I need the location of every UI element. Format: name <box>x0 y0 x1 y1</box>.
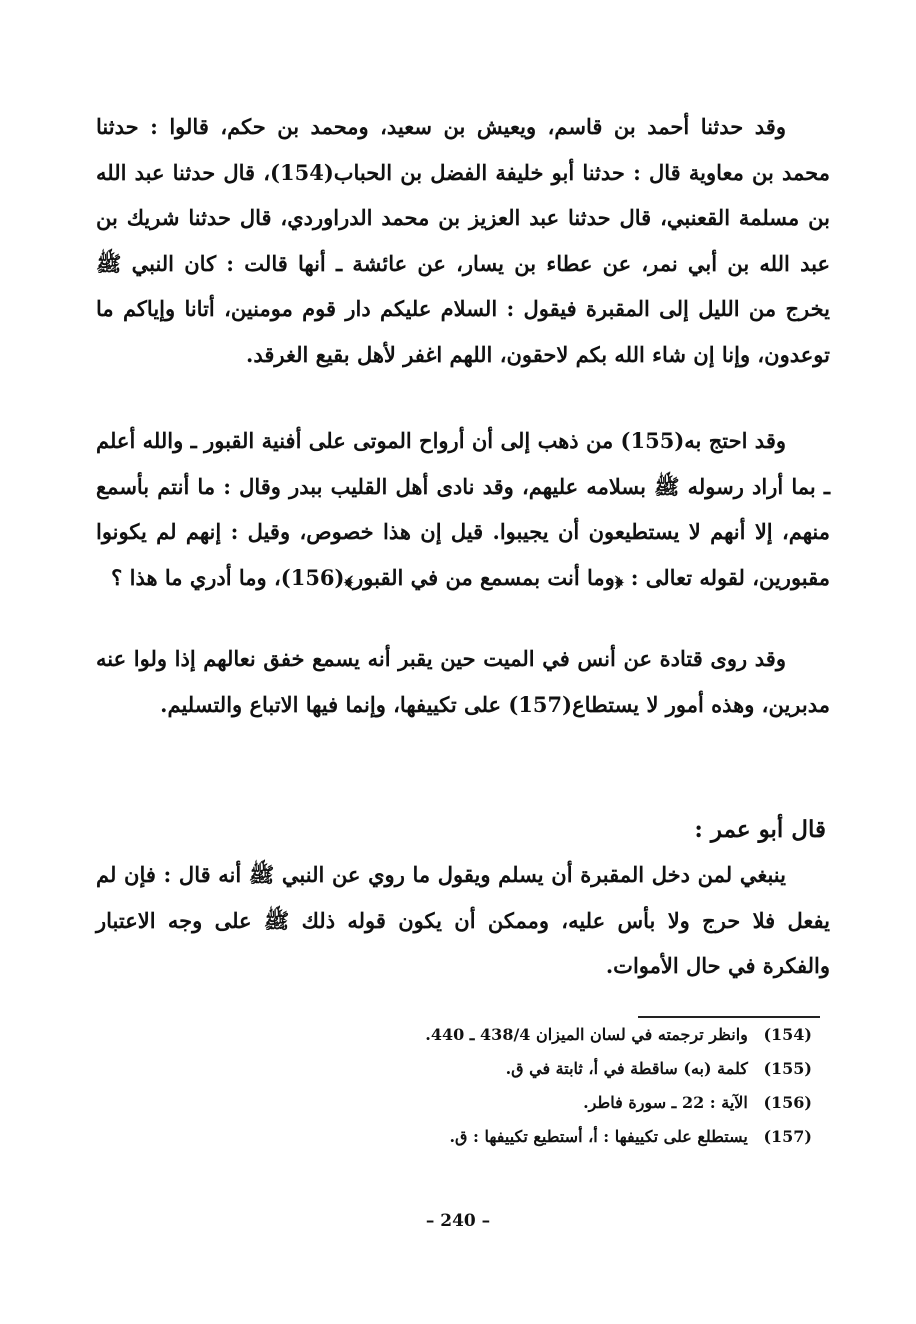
section-heading: قال أبو عمر : <box>694 816 826 843</box>
main-text-block-3 <box>96 636 830 727</box>
footnote-number: (156) <box>763 1093 812 1112</box>
footnote-number: (154) <box>763 1025 812 1044</box>
footnote-text: الآية : 22 ـ سورة فاطر. <box>583 1093 748 1112</box>
paragraph-qatada: وقد روى قتادة عن أنس في الميت حين يقبر أنه يسمع خفق نعالهم إذا ولوا عنه مدبرين، وهذه أمور لا يستطاع(157) على تكييفها، وإنما فيها الاتباع والتسليم. <box>96 646 830 717</box>
footnote-text: يستطلع على تكييفها : أ، أستطيع تكييفها : ق. <box>449 1127 748 1146</box>
footnote-number: (155) <box>763 1059 812 1078</box>
footnote-number: (157) <box>763 1127 812 1146</box>
footnote-text: كلمة (به) ساقطة في أ، ثابتة في ق. <box>505 1059 748 1078</box>
paragraph-hadith-chain: وقد حدثنا أحمد بن قاسم، ويعيش بن سعيد، ومحمد بن حكم، قالوا : حدثنا محمد بن معاوية قال : حدثنا أبو خليفة الفضل بن الحباب(154)، قال حدثنا عبد الله بن مسلمة القعنبي، قال حدثنا عبد العزيز بن محمد الدراوردي، قال حدثنا شريك بن عبد الله بن أبي نمر، عن عطاء بن يسار، عن عائشة ـ أنها قالت : كان النبي ﷺ يخرج من الليل إلى المقبرة فيقول : السلام عليكم دار قوم مومنين، أتانا وإياكم ما توعدون، وإنا إن شاء الله بكم لاحقون، اللهم اغفر لأهل بقيع الغرقد. <box>96 114 830 367</box>
footnote-item <box>212 1086 812 1120</box>
main-text-block-2 <box>96 418 830 600</box>
main-text-block-1 <box>96 104 830 377</box>
page-number: – 240 – <box>425 1211 491 1231</box>
footnote-item <box>212 1018 812 1052</box>
footnote-item <box>212 1052 812 1086</box>
paragraph-argument: وقد احتج به(155) من ذهب إلى أن أرواح الموتى على أفنية القبور ـ والله أعلم ـ بما أراد رسوله ﷺ بسلامه عليهم، وقد نادى أهل القليب ببدر وقال : ما أنتم بأسمع منهم، إلا أنهم لا يستطيعون أن يجيبوا. قيل إن هذا خصوص، وقيل : إنهم لم يكونوا مقبورين، لقوله تعالى : ﴿وما أنت بمسمع من في القبور﴾(156)، وما أدري ما هذا ؟ <box>96 428 830 590</box>
paragraph-abu-umar: ينبغي لمن دخل المقبرة أن يسلم ويقول ما روي عن النبي ﷺ أنه قال : فإن لم يفعل فلا حرج ولا بأس عليه، وممكن أن يكون قوله ذلك ﷺ على وجه الاعتبار والفكرة في حال الأموات. <box>96 862 830 978</box>
main-text-block-4 <box>96 852 830 989</box>
footnotes-list <box>212 1018 812 1154</box>
footnote-item <box>212 1120 812 1154</box>
footnote-text: وانظر ترجمته في لسان الميزان 438/4 ـ 440. <box>425 1025 748 1044</box>
